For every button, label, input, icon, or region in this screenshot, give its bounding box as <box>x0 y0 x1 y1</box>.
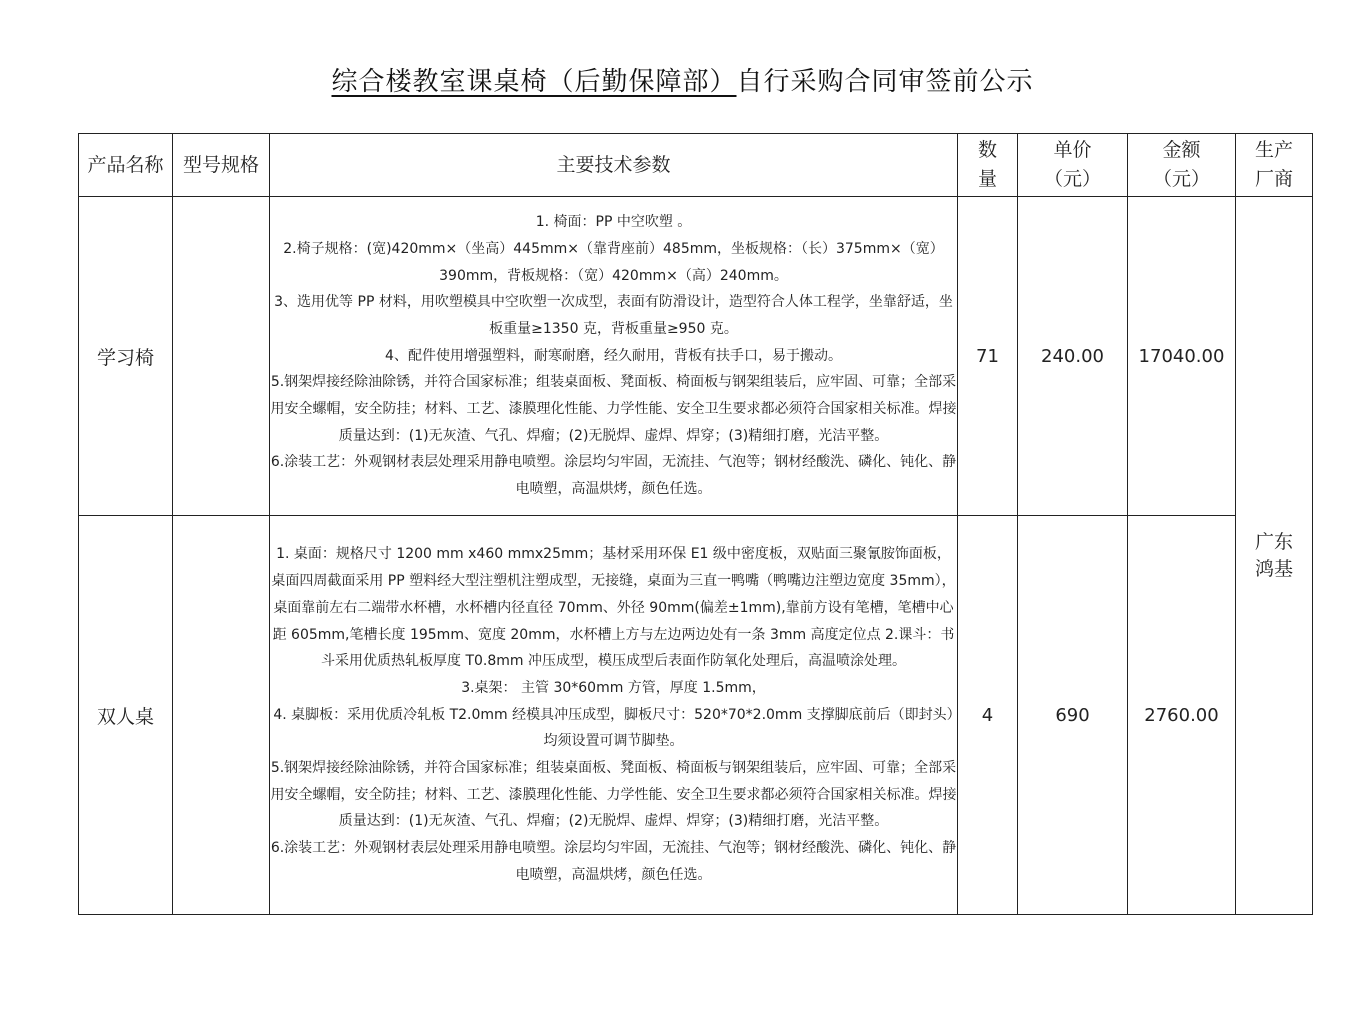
param-line: 5.钢架焊接经除油除锈，并符合国家标准；组装桌面板、凳面板、椅面板与钢架组装后，应牢固、可靠；全部采用安全螺帽，安全防挂；材料、工艺、漆膜理化性能、力学性能、安全卫生要求都必须符合国家相关标准。焊接质量达到：(1)无灰渣、气孔、焊瘤；(2)无脱焊、虚焊、焊穿；(3)精细打磨，光洁平整。 <box>270 760 957 830</box>
quantity-cell: 71 <box>958 197 1018 516</box>
amount-cell: 17040.00 <box>1128 197 1236 516</box>
title-underlined-part: 综合楼教室课桌椅（后勤保障部） <box>331 67 737 97</box>
header-unit-price <box>1018 134 1128 197</box>
product-name-cell: 学习椅 <box>79 197 173 516</box>
header-product-name-label: 产品名称 <box>87 153 164 176</box>
table-row <box>79 516 1313 915</box>
header-quantity-line1: 数 <box>977 139 997 161</box>
header-product-name <box>79 134 173 197</box>
param-line: 1. 桌面：规格尺寸 1200 mm x460 mmx25mm；基材采用环保 E1 级中密度板，双贴面三聚氰胺饰面板，桌面四周截面采用 PP 塑料经大型注塑机注塑成型，无接缝，桌面为三直一鸭嘴（鸭嘴边注塑边宽度 35mm），桌面靠前左右二端带水杯槽，水杯槽内径直径 70mm、外径 90mm(偏差±1mm),靠前方设有笔槽，笔槽中心距 605mm,笔槽长度 195mm、宽度 20mm，水杯槽上方与左边两边处有一条 3mm 高度定位点 2.课斗：书斗采用优质热轧板厚度 T0.8mm 冲压成型，模压成型后表面作防氧化处理后，高温喷涂处理。 <box>271 546 956 670</box>
maker-line2: 鸿基 <box>1254 557 1293 580</box>
unit-price-cell: 690 <box>1018 516 1128 915</box>
header-unit-price-line2: （元） <box>1043 168 1101 190</box>
quantity-cell: 4 <box>958 516 1018 915</box>
header-tech-params-label: 主要技术参数 <box>556 153 671 176</box>
param-line: 3.桌架： 主管 30*60mm 方管，厚度 1.5mm， <box>461 679 766 696</box>
title-rest-part: 自行采购合同审签前公示 <box>736 67 1034 97</box>
header-quantity <box>958 134 1018 197</box>
procurement-table <box>78 133 1313 915</box>
header-maker <box>1236 134 1313 197</box>
param-line: 2.椅子规格：(宽)420mm×（坐高）445mm×（靠背座前）485mm，坐板规格：（长）375mm×（宽）390mm，背板规格：（宽）420mm×（高）240mm。 <box>283 240 944 284</box>
amount-cell: 2760.00 <box>1128 516 1236 915</box>
header-model-spec <box>173 134 270 197</box>
table-row <box>79 197 1313 516</box>
header-quantity-line2: 量 <box>977 168 997 190</box>
param-line: 6.涂装工艺：外观钢材表层处理采用静电喷塑。涂层均匀牢固，无流挂、气泡等；钢材经酸洗、磷化、钝化、静电喷塑，高温烘烤，颜色任选。 <box>270 454 957 498</box>
document-title <box>0 64 1365 100</box>
header-amount <box>1128 134 1236 197</box>
tech-params-cell <box>270 516 958 915</box>
maker-cell <box>1236 197 1313 915</box>
header-amount-line1: 金额 <box>1162 139 1201 161</box>
header-amount-line2: （元） <box>1152 168 1210 190</box>
model-spec-cell <box>173 516 270 915</box>
unit-price-cell: 240.00 <box>1018 197 1128 516</box>
param-line: 5.钢架焊接经除油除锈，并符合国家标准；组装桌面板、凳面板、椅面板与钢架组装后，应牢固、可靠；全部采用安全螺帽，安全防挂；材料、工艺、漆膜理化性能、力学性能、安全卫生要求都必须符合国家相关标准。焊接质量达到：(1)无灰渣、气孔、焊瘤；(2)无脱焊、虚焊、焊穿；(3)精细打磨，光洁平整。 <box>270 374 957 444</box>
param-line: 4、配件使用增强塑料，耐寒耐磨，经久耐用，背板有扶手口，易于搬动。 <box>385 347 842 364</box>
header-maker-line2: 厂商 <box>1254 168 1293 190</box>
tech-params-cell <box>270 197 958 516</box>
product-name-cell: 双人桌 <box>79 516 173 915</box>
header-tech-params <box>270 134 958 197</box>
param-line: 3、选用优等 PP 材料，用吹塑模具中空吹塑一次成型，表面有防滑设计，造型符合人体工程学，坐靠舒适，坐板重量≥1350 克，背板重量≥950 克。 <box>274 294 953 337</box>
model-spec-cell <box>173 197 270 516</box>
param-line: 6.涂装工艺：外观钢材表层处理采用静电喷塑。涂层均匀牢固，无流挂、气泡等；钢材经酸洗、磷化、钝化、静电喷塑，高温烘烤，颜色任选。 <box>270 840 957 883</box>
param-line: 1. 椅面：PP 中空吹塑 。 <box>535 214 692 231</box>
table-header-row <box>79 134 1313 197</box>
header-maker-line1: 生产 <box>1254 139 1293 161</box>
header-unit-price-line1: 单价 <box>1053 139 1092 161</box>
param-line: 4. 桌脚板：采用优质冷轧板 T2.0mm 经模具冲压成型，脚板尺寸：520*70*2.0mm 支撑脚底前后（即封头）均须设置可调节脚垫。 <box>273 706 954 750</box>
maker-line1: 广东 <box>1254 530 1293 553</box>
header-model-spec-label: 型号规格 <box>182 153 259 176</box>
